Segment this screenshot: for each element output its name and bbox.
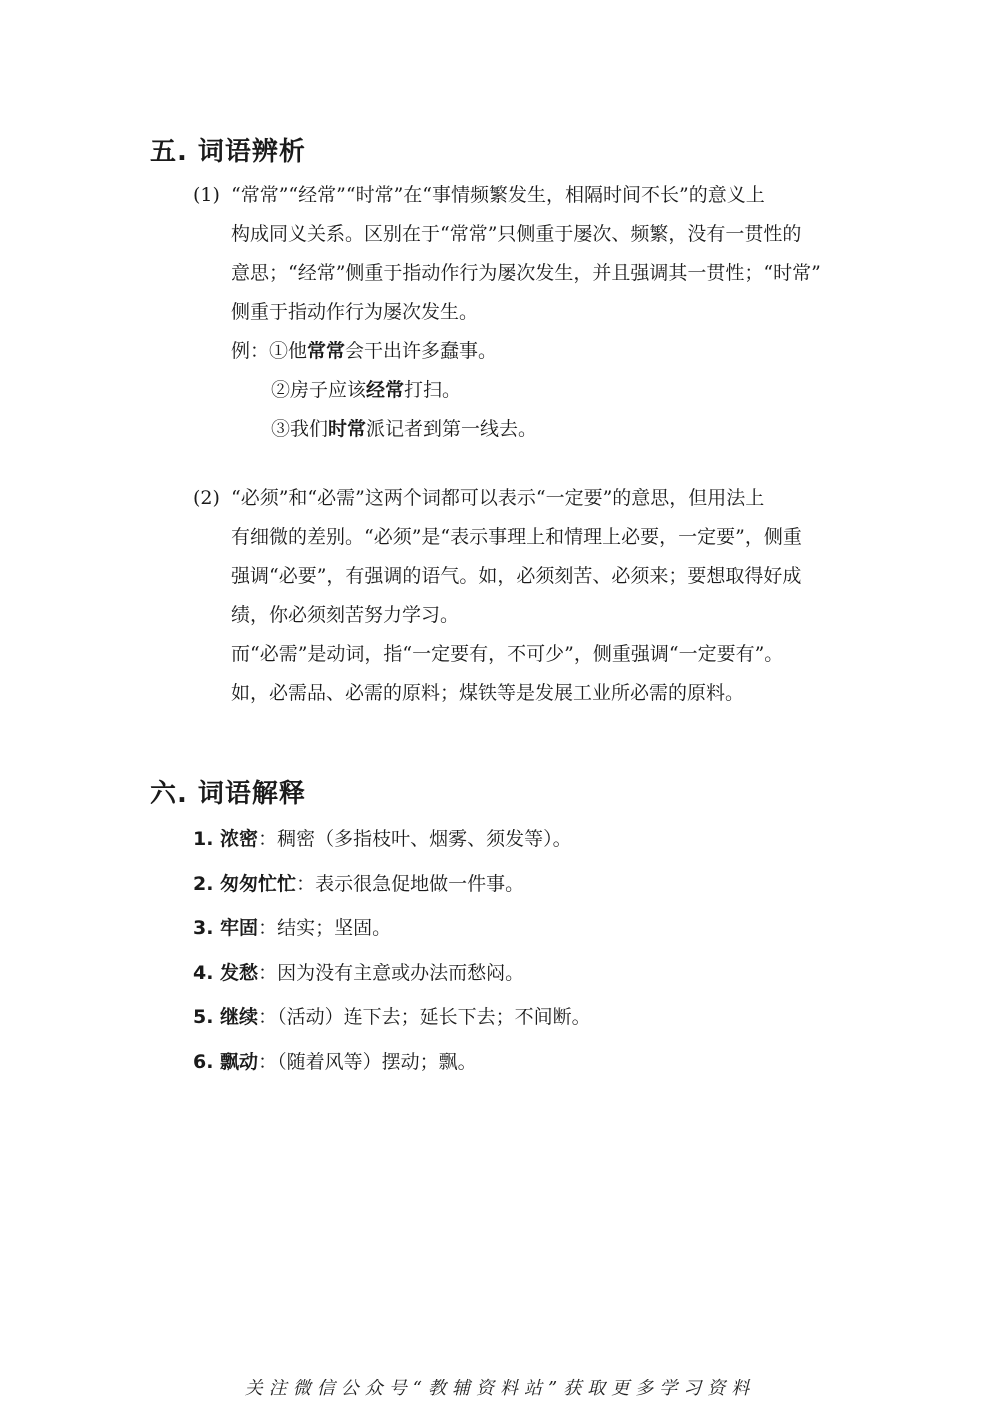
- definition-item: [193, 865, 591, 910]
- item-1: [193, 176, 858, 449]
- definition-term: 3. 牢固: [193, 917, 259, 940]
- example-keyword: 经常: [366, 379, 405, 401]
- paragraph-line: “常常”“经常”“时常”在“事情频繁发生，相隔时间不长”的意义上: [231, 184, 765, 206]
- definition-term: 4. 发愁: [193, 961, 259, 984]
- example-text: 会干出许多蠢事。: [345, 340, 498, 362]
- example-line: [193, 332, 858, 371]
- definition-term: 5. 继续: [193, 1006, 259, 1029]
- definition-item: [193, 820, 591, 865]
- paragraph-line: 而“必需”是动词，指“一定要有，不可少”，侧重强调“一定要有”。: [231, 643, 784, 665]
- definition-text: ：因为没有主意或办法而愁闷。: [258, 961, 525, 984]
- definition-item: [193, 954, 591, 999]
- definition-list: [193, 820, 591, 1088]
- example-text: 打扫。: [404, 379, 462, 401]
- paragraph-line: 绩，你必须刻苦努力学习。: [231, 604, 460, 626]
- section-five-heading: 五. 词语辨析: [150, 137, 306, 167]
- paragraph-line: 构成同义关系。区别在于“常常”只侧重于屡次、频繁，没有一贯性的: [231, 223, 802, 245]
- definition-text: ：（随着风等）摆动；飘。: [258, 1050, 477, 1073]
- definition-text: ：稠密（多指枝叶、烟雾、须发等）。: [258, 828, 572, 850]
- example-line: [193, 371, 858, 410]
- definition-term: 1. 浓密: [193, 828, 259, 850]
- example-text: 派记者到第一线去。: [366, 418, 538, 440]
- definition-item: [193, 1043, 591, 1088]
- example-text: ②房子应该: [271, 379, 367, 401]
- paragraph-line: 如，必需品、必需的原料；煤铁等是发展工业所必需的原料。: [231, 682, 745, 704]
- definition-text: ：（活动）连下去；延长下去；不间断。: [258, 1006, 591, 1029]
- definition-text: ：表示很急促地做一件事。: [296, 872, 525, 895]
- footer-note: 关注微信公众号“教辅资料站”获取更多学习资料: [244, 1378, 756, 1399]
- example-keyword: 常常: [307, 340, 346, 362]
- paragraph-line: 侧重于指动作行为屡次发生。: [231, 301, 479, 323]
- example-keyword: 时常: [328, 418, 367, 440]
- definition-item: [193, 998, 591, 1043]
- section-six-heading: 六. 词语解释: [150, 779, 306, 809]
- definition-text: ：结实；坚固。: [258, 917, 392, 940]
- example-text: 例：①他: [231, 340, 308, 362]
- paragraph-line: 意思；“经常”侧重于指动作行为屡次发生，并且强调其一贯性；“时常”: [231, 262, 821, 284]
- paragraph-line: 强调“必要”，有强调的语气。如，必须刻苦、必须来；要想取得好成: [231, 565, 802, 587]
- definition-term: 2. 匆匆忙忙: [193, 872, 297, 895]
- example-line: [193, 410, 858, 449]
- item-number: (1): [193, 184, 220, 206]
- paragraph-line: “必须”和“必需”这两个词都可以表示“一定要”的意思，但用法上: [231, 487, 765, 509]
- item-number: (2): [193, 487, 220, 509]
- definition-term: 6. 飘动: [193, 1050, 259, 1073]
- paragraph-line: 有细微的差别。“必须”是“表示事理上和情理上必要，一定要”，侧重: [231, 526, 802, 548]
- example-text: ③我们: [271, 418, 329, 440]
- item-2: [193, 479, 858, 713]
- definition-item: [193, 909, 591, 954]
